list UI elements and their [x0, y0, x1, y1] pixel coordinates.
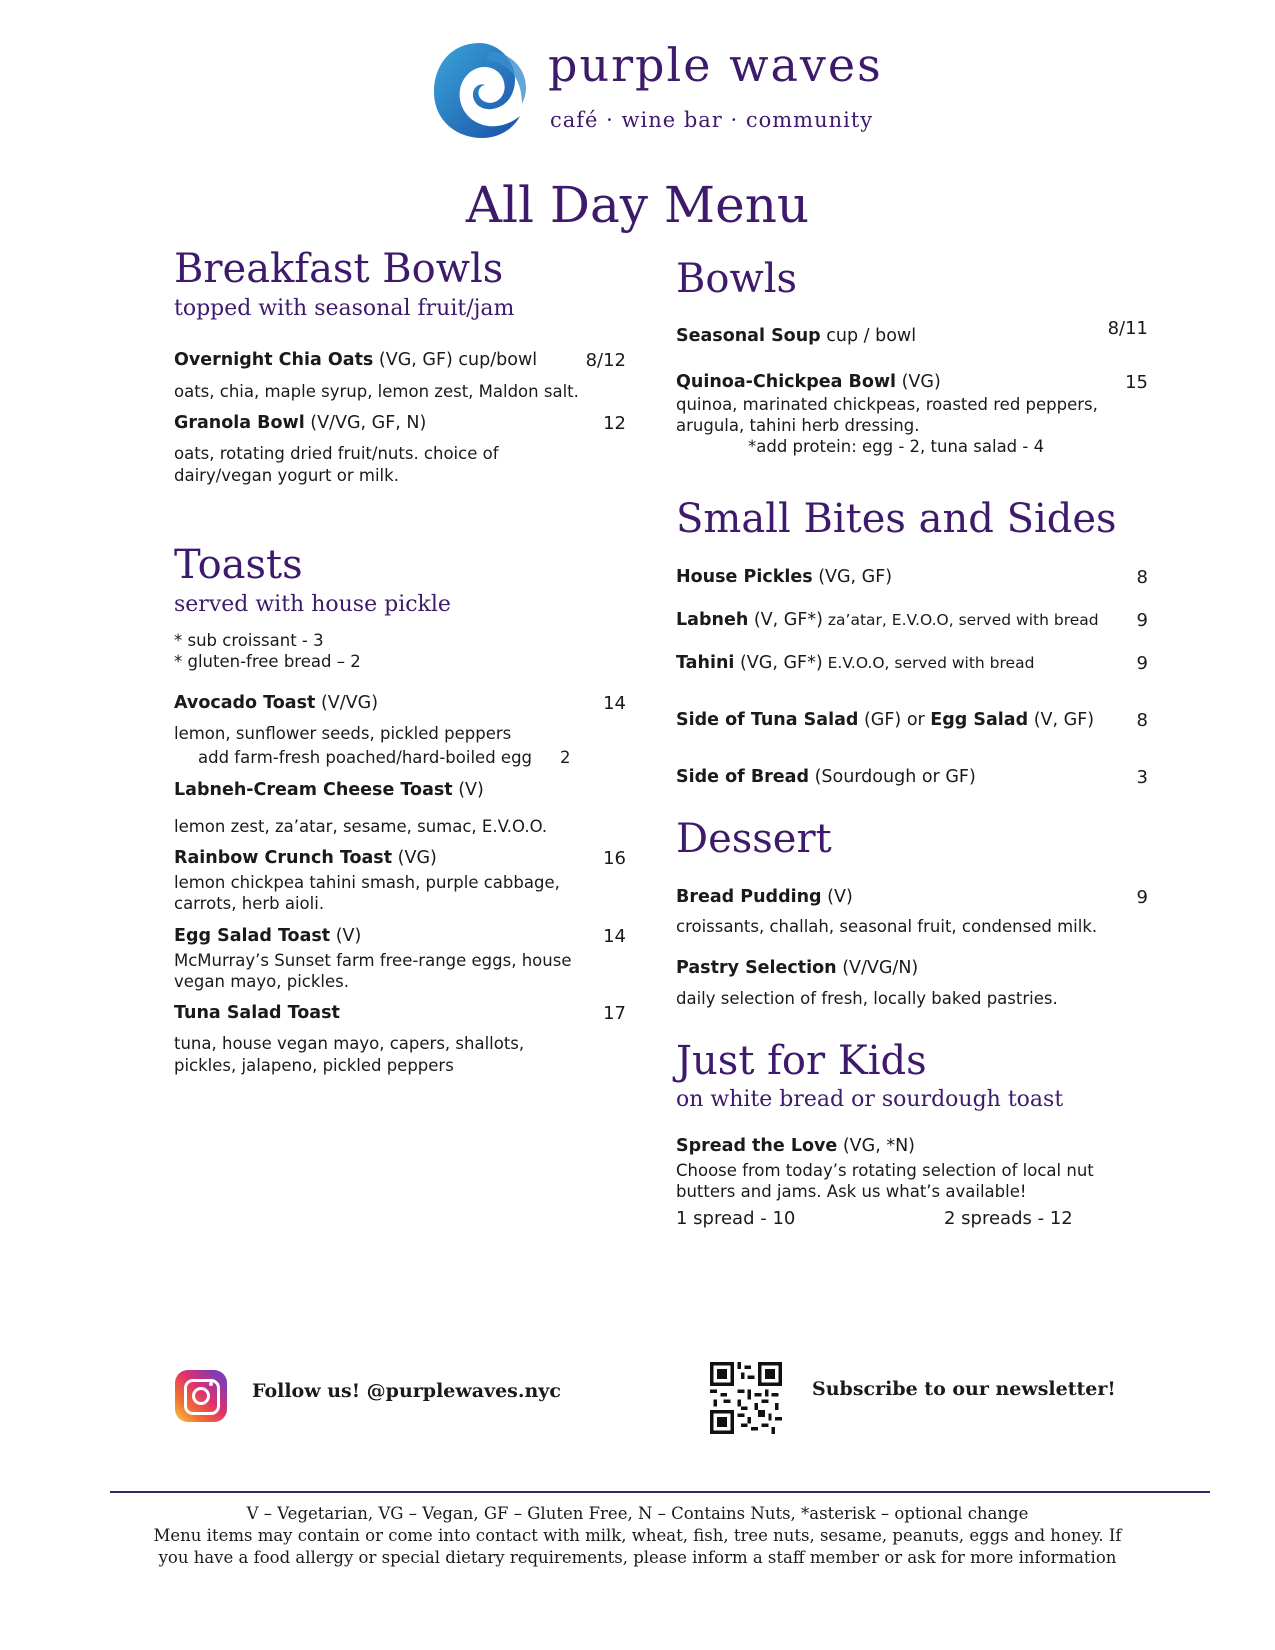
allergy-notice: Menu items may contain or come into contact with milk, wheat, fish, tree nuts, sesame, peanuts, eggs and honey. If you have a food allergy or special dietary requirements, please inform a staff member or ask for more information: [153, 1526, 1122, 1567]
instagram-icon[interactable]: [175, 1370, 227, 1422]
item-desc: lemon zest, za’atar, sesame, sumac, E.V.O.O.: [174, 817, 548, 836]
item-name: Labneh: [676, 610, 749, 630]
menu-item: [174, 413, 426, 433]
menu-item: [676, 326, 916, 346]
item-price: 12: [603, 413, 626, 434]
menu-item: [676, 887, 853, 907]
item-price: 9: [1136, 610, 1148, 631]
item-desc: daily selection of fresh, locally baked pastries.: [676, 989, 1058, 1008]
item-desc: quinoa, marinated chickpeas, roasted red peppers,: [676, 395, 1098, 414]
item-name: Quinoa-Chickpea Bowl: [676, 372, 897, 392]
item-tags: (VG, GF) cup/bowl: [373, 350, 538, 370]
toasts-title: Toasts: [174, 542, 303, 588]
item-addon: *add protein: egg - 2, tuna salad - 4: [748, 437, 1045, 456]
item-name: Egg Salad: [930, 710, 1029, 730]
item-desc: za’atar, E.V.O.O, served with bread: [822, 611, 1099, 629]
item-name: Overnight Chia Oats: [174, 350, 374, 370]
brand-logo-icon: [430, 38, 530, 143]
legend-line: V – Vegetarian, VG – Vegan, GF – Gluten Free, N – Contains Nuts, *asterisk – optional change: [246, 1504, 1029, 1523]
qr-code-icon[interactable]: [710, 1362, 782, 1434]
menu-item: [174, 780, 484, 800]
breakfast-subtitle: topped with seasonal fruit/jam: [174, 296, 515, 321]
item-price: 9: [1136, 653, 1148, 674]
menu-item: [676, 710, 1094, 730]
item-tags: (V/VG, GF, N): [304, 413, 427, 433]
item-desc: lemon chickpea tahini smash, purple cabbage,: [174, 873, 560, 892]
footer-divider: [110, 1491, 1210, 1493]
item-desc: McMurray’s Sunset farm free-range eggs, house: [174, 951, 572, 970]
small-bites-title: Small Bites and Sides: [676, 496, 1117, 542]
item-price: 14: [603, 926, 626, 947]
item-name: Pastry Selection: [676, 958, 837, 978]
menu-item: [676, 610, 1099, 630]
newsletter-link[interactable]: Subscribe to our newsletter!: [812, 1378, 1116, 1400]
item-desc: dairy/vegan yogurt or milk.: [174, 466, 399, 485]
item-name: Egg Salad Toast: [174, 926, 331, 946]
item-tags: (Sourdough or GF): [809, 767, 976, 787]
item-price: 9: [1136, 887, 1148, 908]
item-desc: butters and jams. Ask us what’s available!: [676, 1182, 1027, 1201]
item-tags: (VG, *N): [837, 1136, 916, 1156]
item-name: Tuna Salad Toast: [174, 1003, 340, 1023]
item-price: 15: [1125, 372, 1148, 393]
item-tags: (V/VG/N): [836, 958, 919, 978]
item-tags: (VG, GF*): [734, 653, 823, 673]
item-price: 17: [603, 1003, 626, 1024]
item-tags: (GF) or: [858, 710, 931, 730]
item-price: 14: [603, 693, 626, 714]
brand-name: purple waves: [548, 38, 883, 92]
item-price: 3: [1136, 767, 1148, 788]
item-tags: (V): [821, 887, 853, 907]
item-name: Granola Bowl: [174, 413, 305, 433]
item-desc: pickles, jalapeno, pickled peppers: [174, 1056, 454, 1075]
menu-item: [676, 567, 892, 587]
breakfast-title: Breakfast Bowls: [174, 246, 504, 292]
item-desc: croissants, challah, seasonal fruit, condensed milk.: [676, 917, 1098, 936]
menu-item: [174, 848, 437, 868]
item-tags: (V, GF*): [748, 610, 823, 630]
item-price: 8/12: [585, 350, 626, 371]
menu-item: [174, 350, 537, 370]
bowls-title: Bowls: [676, 256, 798, 302]
menu-item: [676, 653, 1034, 673]
item-name: Seasonal Soup: [676, 326, 821, 346]
menu-item: [174, 693, 378, 713]
item-name: Tahini: [676, 653, 735, 673]
item-name: Avocado Toast: [174, 693, 316, 713]
kids-title: Just for Kids: [676, 1038, 927, 1084]
item-tags: (VG, GF): [812, 567, 893, 587]
item-name: Spread the Love: [676, 1136, 838, 1156]
item-name: Side of Bread: [676, 767, 809, 787]
item-desc: arugula, tahini herb dressing.: [676, 416, 920, 435]
kids-option: 2 spreads - 12: [944, 1208, 1073, 1229]
item-price: 8: [1136, 567, 1148, 588]
page-title: All Day Menu: [465, 176, 810, 234]
menu-item: [676, 958, 918, 978]
kids-subtitle: on white bread or sourdough toast: [676, 1087, 1064, 1112]
menu-item: [676, 372, 941, 392]
item-name: Labneh-Cream Cheese Toast: [174, 780, 453, 800]
toasts-subtitle: served with house pickle: [174, 592, 451, 617]
item-name: House Pickles: [676, 567, 813, 587]
item-tags: (VG): [392, 848, 437, 868]
item-desc: vegan mayo, pickles.: [174, 972, 349, 991]
item-desc: Choose from today’s rotating selection of local nut: [676, 1161, 1094, 1180]
menu-item: [174, 1003, 340, 1023]
item-desc: carrots, herb aioli.: [174, 894, 325, 913]
item-name: Bread Pudding: [676, 887, 822, 907]
item-tags: (V): [452, 780, 484, 800]
menu-item: [676, 1136, 915, 1156]
instagram-handle[interactable]: Follow us! @purplewaves.nyc: [252, 1380, 561, 1402]
dietary-legend: [150, 1503, 1125, 1569]
item-name: Side of Tuna Salad: [676, 710, 859, 730]
item-tags: (V, GF): [1028, 710, 1095, 730]
item-price: 16: [603, 848, 626, 869]
item-desc: tuna, house vegan mayo, capers, shallots,: [174, 1034, 525, 1053]
item-desc: oats, rotating dried fruit/nuts. choice of: [174, 444, 499, 463]
toasts-note: * sub croissant - 3: [174, 631, 324, 650]
menu-item: [676, 767, 976, 787]
item-desc: lemon, sunflower seeds, pickled peppers: [174, 724, 512, 743]
item-name: Rainbow Crunch Toast: [174, 848, 393, 868]
item-tags: (V/VG): [315, 693, 379, 713]
item-desc: E.V.O.O, served with bread: [822, 654, 1035, 672]
item-addon: add farm-fresh poached/hard-boiled egg: [198, 748, 533, 767]
item-tags: cup / bowl: [820, 326, 917, 346]
item-tags: (VG): [896, 372, 941, 392]
menu-item: [174, 926, 361, 946]
toasts-note: * gluten-free bread – 2: [174, 652, 361, 671]
dessert-title: Dessert: [676, 816, 832, 862]
item-addon-price: 2: [560, 748, 571, 767]
item-price: 8: [1136, 710, 1148, 731]
brand-tagline: café · wine bar · community: [550, 108, 874, 132]
item-tags: (V): [330, 926, 362, 946]
item-desc: oats, chia, maple syrup, lemon zest, Maldon salt.: [174, 382, 579, 401]
item-price: 8/11: [1107, 318, 1148, 339]
kids-option: 1 spread - 10: [676, 1208, 796, 1229]
